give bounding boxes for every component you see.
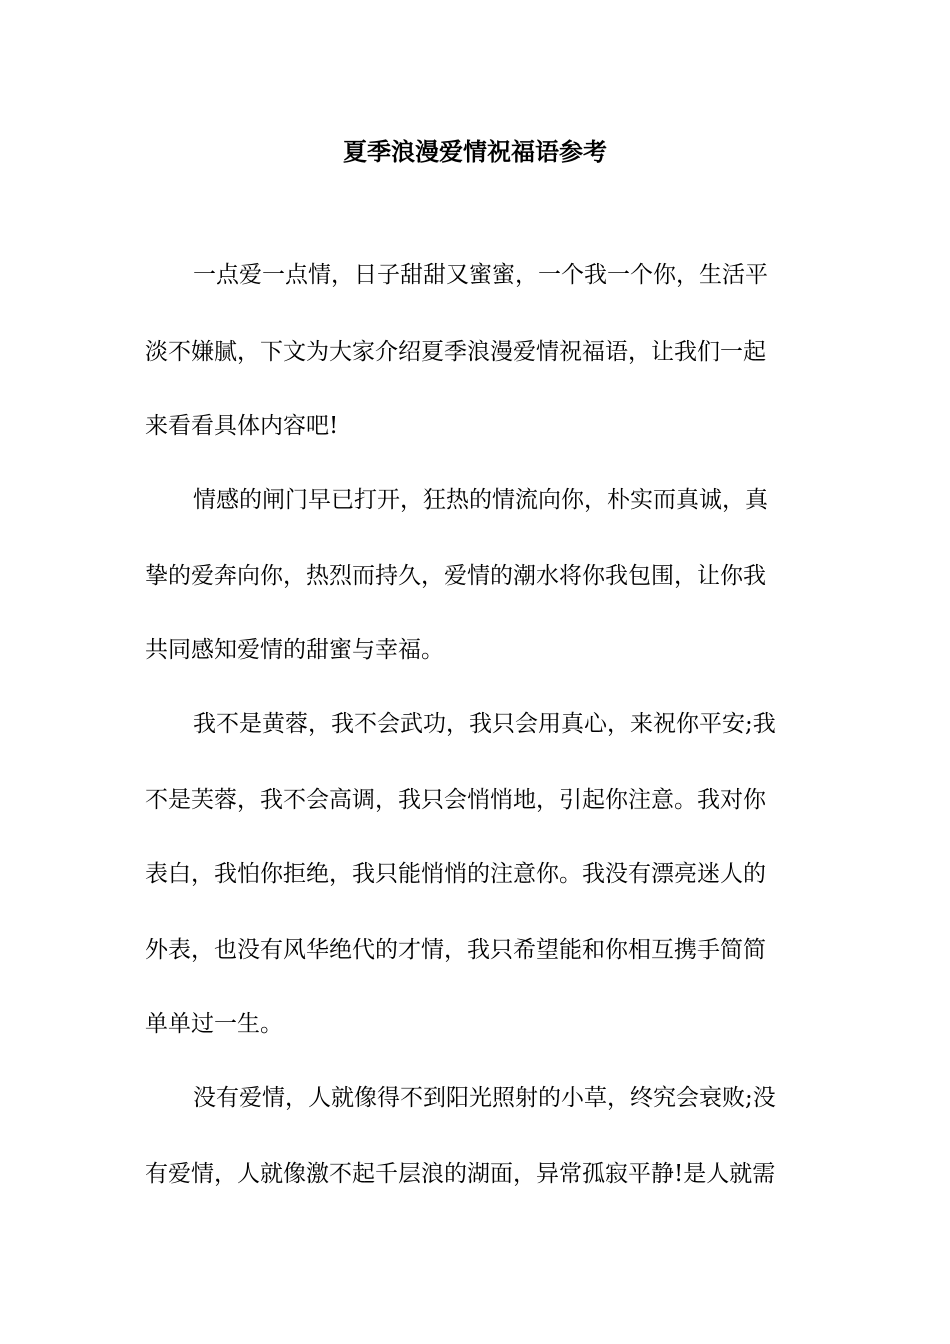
text-line: 我不是黄蓉，我不会武功，我只会用真心，来祝你平安;我 — [193, 711, 776, 737]
text-line: 一点爱一点情，日子甜甜又蜜蜜，一个我一个你，生活平 — [193, 262, 768, 288]
text-line: 情感的闸门早已打开，狂热的情流向你，朴实而真诚，真 — [193, 487, 768, 513]
text-line: 没有爱情，人就像得不到阳光照射的小草，终究会衰败;没 — [193, 1085, 776, 1111]
text-line: 挚的爱奔向你，热烈而持久，爱情的潮水将你我包围，让你我 — [145, 563, 766, 589]
text-line: 有爱情，人就像激不起千层浪的湖面，异常孤寂平静!是人就需 — [145, 1161, 776, 1187]
text-line: 表白，我怕你拒绝，我只能悄悄的注意你。我没有漂亮迷人的 — [145, 861, 766, 887]
text-line: 淡不嫌腻，下文为大家介绍夏季浪漫爱情祝福语，让我们一起 — [145, 339, 766, 365]
document-title: 夏季浪漫爱情祝福语参考 — [343, 137, 607, 166]
text-line: 不是芙蓉，我不会高调，我只会悄悄地，引起你注意。我对你 — [145, 787, 766, 813]
text-line: 共同感知爱情的甜蜜与幸福。 — [145, 637, 444, 663]
text-line: 单单过一生。 — [145, 1011, 283, 1037]
text-line: 来看看具体内容吧! — [145, 413, 339, 439]
text-line: 外表，也没有风华绝代的才情，我只希望能和你相互携手简简 — [145, 937, 766, 963]
